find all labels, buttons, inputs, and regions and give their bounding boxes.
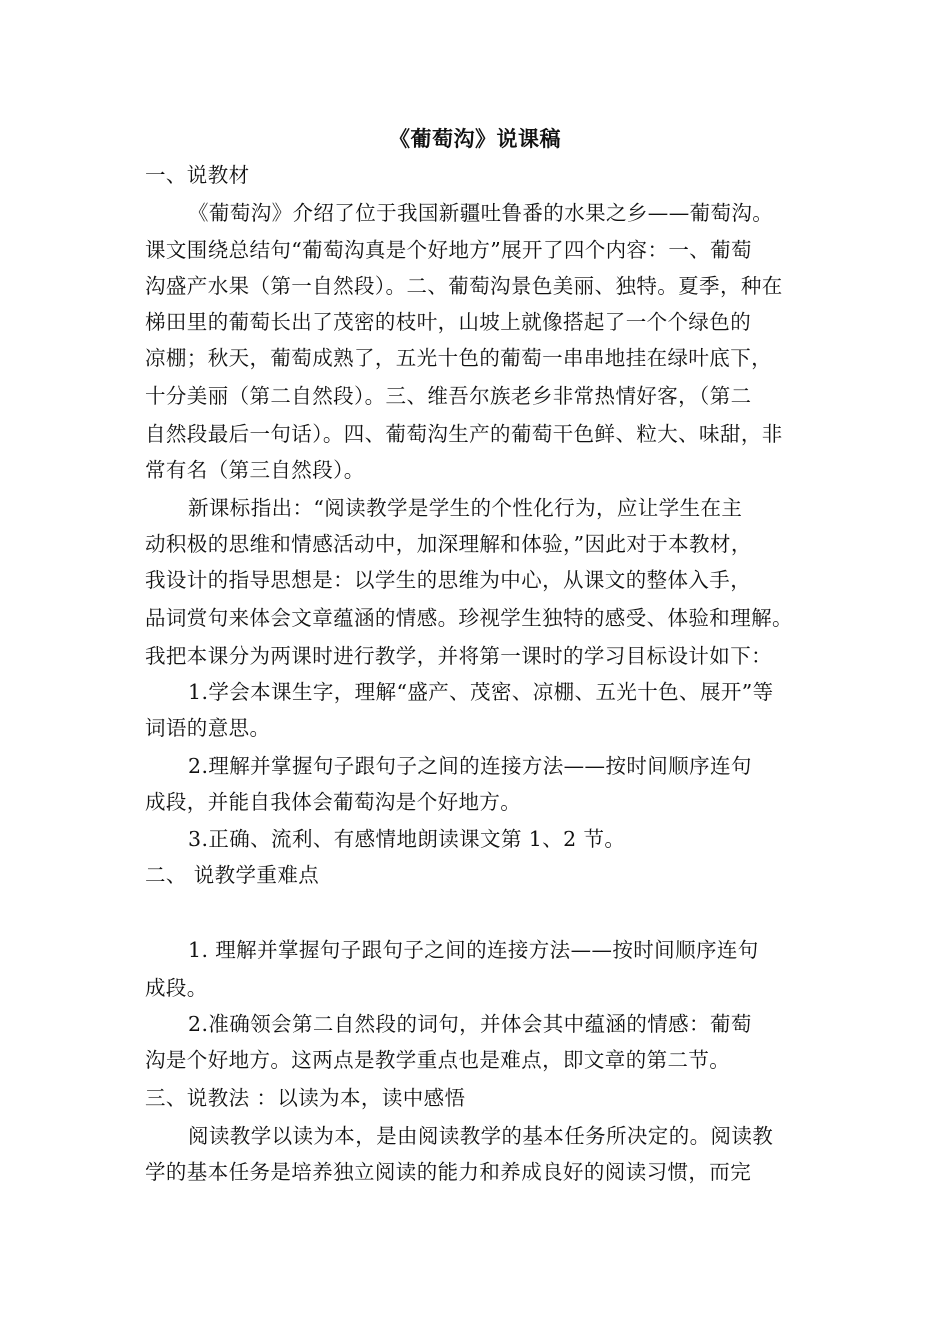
goal-item-1: 1.学会本课生字，理解“盛产、茂密、凉棚、五光十色、展开”等: [188, 680, 774, 704]
goal-item-3: 3.正确、流利、有感情地朗读课文第 1、2 节。: [188, 827, 626, 851]
section-heading-teaching-method: 三、说教法 ：以读为本，读中感悟: [145, 1086, 466, 1110]
goal-item-2: 2.理解并掌握句子跟句子之间的连接方法——按时间顺序连句: [188, 754, 752, 778]
paragraph-line: 动积极的思维和情感活动中，加深理解和体验，”因此对于本教材，: [145, 532, 752, 556]
paragraph-line: 学的基本任务是培养独立阅读的能力和养成良好的阅读习惯，而完: [145, 1160, 752, 1184]
key-point-1: 1. 理解并掌握句子跟句子之间的连接方法——按时间顺序连句: [188, 938, 759, 962]
paragraph-line: 我设计的指导思想是：以学生的思维为中心，从课文的整体入手，: [145, 568, 752, 592]
section-heading-textbook: 一、说教材: [145, 163, 250, 187]
goal-item-1-continued: 词语的意思。: [145, 716, 271, 740]
paragraph-line: 课文围绕总结句“葡萄沟真是个好地方”展开了四个内容：一、葡萄: [145, 238, 752, 262]
goal-item-2-continued: 成段，并能自我体会葡萄沟是个好地方。: [145, 790, 522, 814]
paragraph-line: 新课标指出：“阅读教学是学生的个性化行为，应让学生在主: [188, 496, 743, 520]
paragraph-line: 十分美丽（第二自然段）。三、维吾尔族老乡非常热情好客，（第二: [145, 384, 752, 408]
section-heading-key-points: 二、 说教学重难点: [145, 863, 320, 887]
key-point-1-continued: 成段。: [145, 976, 208, 1000]
key-point-2-continued: 沟是个好地方。这两点是教学重点也是难点，即文章的第二节。: [145, 1048, 731, 1072]
paragraph-line: 自然段最后一句话）。四、葡萄沟生产的葡萄干色鲜、粒大、味甜，非: [145, 422, 783, 446]
paragraph-line: 常有名（第三自然段）。: [145, 458, 365, 482]
paragraph-line: 品词赏句来体会文章蕴涵的情感。珍视学生独特的感受、体验和理解。: [145, 606, 793, 630]
paragraph-line: 我把本课分为两课时进行教学，并将第一课时的学习目标设计如下：: [145, 644, 772, 668]
key-point-2: 2.准确领会第二自然段的词句，并体会其中蕴涵的情感：葡萄: [188, 1012, 752, 1036]
paragraph-line: 凉棚；秋天，葡萄成熟了，五光十色的葡萄一串串地挂在绿叶底下，: [145, 346, 772, 370]
paragraph-line: 沟盛产水果（第一自然段）。二、葡萄沟景色美丽、独特。夏季，种在: [145, 274, 783, 298]
paragraph-line: 梯田里的葡萄长出了茂密的枝叶，山坡上就像搭起了一个个绿色的: [145, 310, 752, 334]
document-title: 《葡萄沟》说课稿: [389, 126, 561, 151]
paragraph-line: 《葡萄沟》介绍了位于我国新疆吐鲁番的水果之乡——葡萄沟。: [188, 201, 774, 225]
paragraph-line: 阅读教学以读为本，是由阅读教学的基本任务所决定的。阅读教: [188, 1124, 774, 1148]
